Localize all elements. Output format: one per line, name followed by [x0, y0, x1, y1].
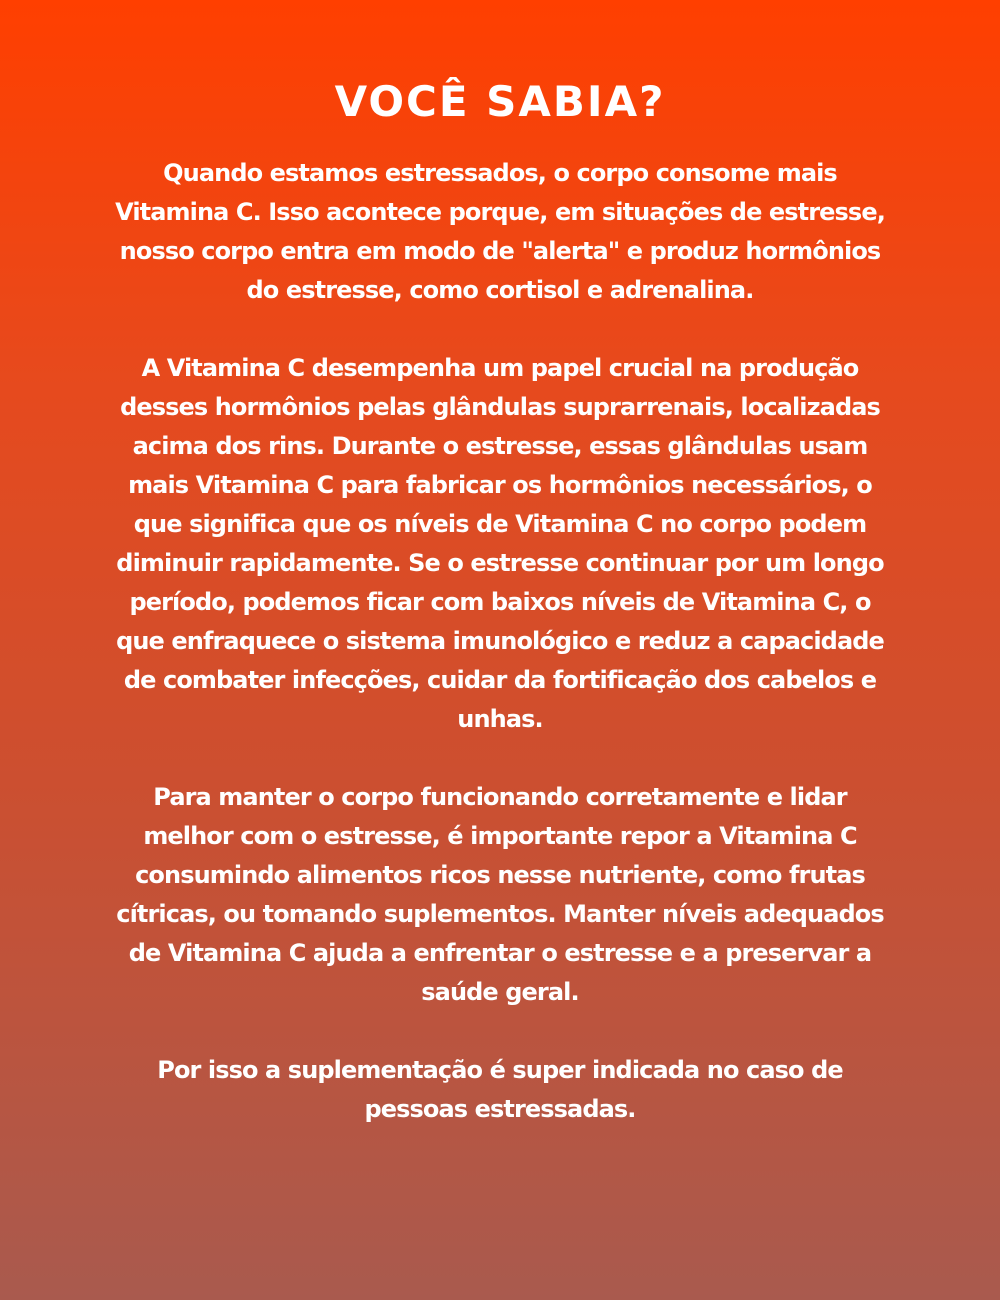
paragraph-intro: Quando estamos estressados, o corpo consome mais Vitamina C. Isso acontece porque, em situações de estresse, nosso corpo entra em modo de "alerta" e produz hormônios do estresse, como cortisol e adrenalina. [115, 159, 885, 304]
page-title: VOCÊ SABIA? [334, 77, 666, 126]
paragraph-conclusion: Por isso a suplementação é super indicada no caso de pessoas estressadas. [157, 1056, 843, 1123]
body-text [50, 154, 950, 1168]
paragraph-recommendation: Para manter o corpo funcionando corretamente e lidar melhor com o estresse, é importante repor a Vitamina C consumindo alimentos ricos nesse nutriente, como frutas cítricas, ou tomando suplementos. Manter níveis adequados de Vitamina C ajuda a enfrentar o estresse e a preservar a saúde geral. [116, 783, 884, 1006]
paragraph-explanation: A Vitamina C desempenha um papel crucial na produção desses hormônios pelas glândulas suprarrenais, localizadas acima dos rins. Durante o estresse, essas glândulas usam mais Vitamina C para fabricar os hormônios necessários, o que significa que os níveis de Vitamina C no corpo podem diminuir rapidamente. Se o estresse continuar por um longo período, podemos ficar com baixos níveis de Vitamina C, o que enfraquece o sistema imunológico e reduz a capacidade de combater infecções, cuidar da fortificação dos cabelos e unhas. [116, 354, 884, 733]
